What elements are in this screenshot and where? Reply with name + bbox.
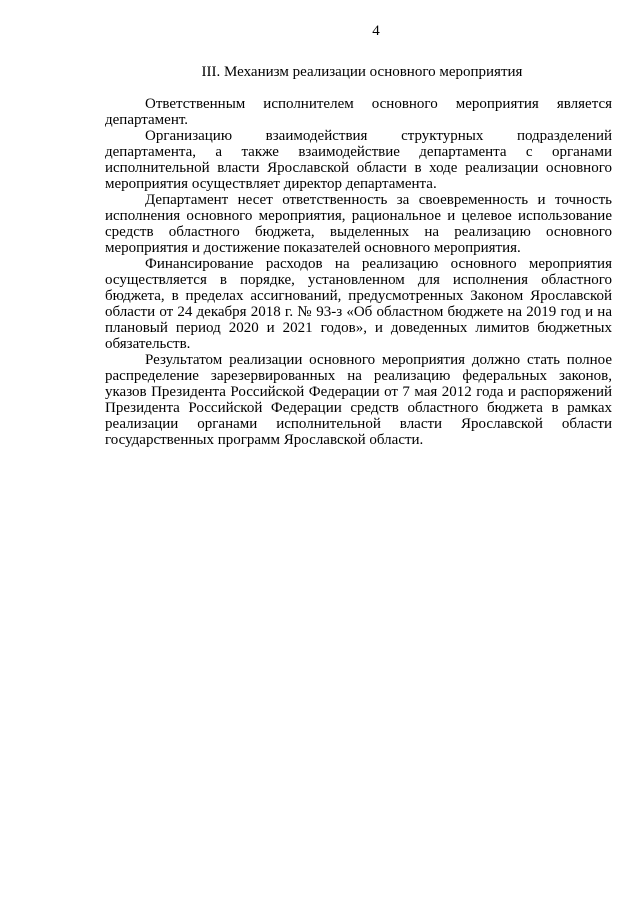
paragraph-responsible-executor: Ответственным исполнителем основного мероприятия является департамент. [105,96,612,128]
paragraph-financing: Финансирование расходов на реализацию основного мероприятия осуществляется в порядке, установленном для исполнения областного бюджета, в пределах ассигнований, предусмотренных Законом Ярославской области от 24 декабря 2018 г. № 93-з «Об областном бюджете на 2019 год и на плановый период 2020 и 2021 годов», и доведенных лимитов бюджетных обязательств. [105,256,612,352]
paragraph-interaction-organization: Организацию взаимодействия структурных подразделений департамента, а также взаимодействие департамента с органами исполнительной власти Ярославской области в ходе реализации основного мероприятия осуществляет директор департамента. [105,128,612,192]
paragraph-department-responsibility: Департамент несет ответственность за своевременность и точность исполнения основного мероприятия, рациональное и целевое использование средств областного бюджета, выделенных на реализацию основного мероприятия и достижение показателей основного мероприятия. [105,192,612,256]
paragraph-result: Результатом реализации основного мероприятия должно стать полное распределение зарезервированных на реализацию федеральных законов, указов Президента Российской Федерации от 7 мая 2012 года и распоряжений Президента Российской Федерации средств областного бюджета в рамках реализации органами исполнительной власти Ярославской области государственных программ Ярославской области. [105,352,612,448]
section-title: III. Механизм реализации основного мероприятия [201,64,523,80]
page-number: 4 [372,23,380,39]
document-body [105,96,612,448]
